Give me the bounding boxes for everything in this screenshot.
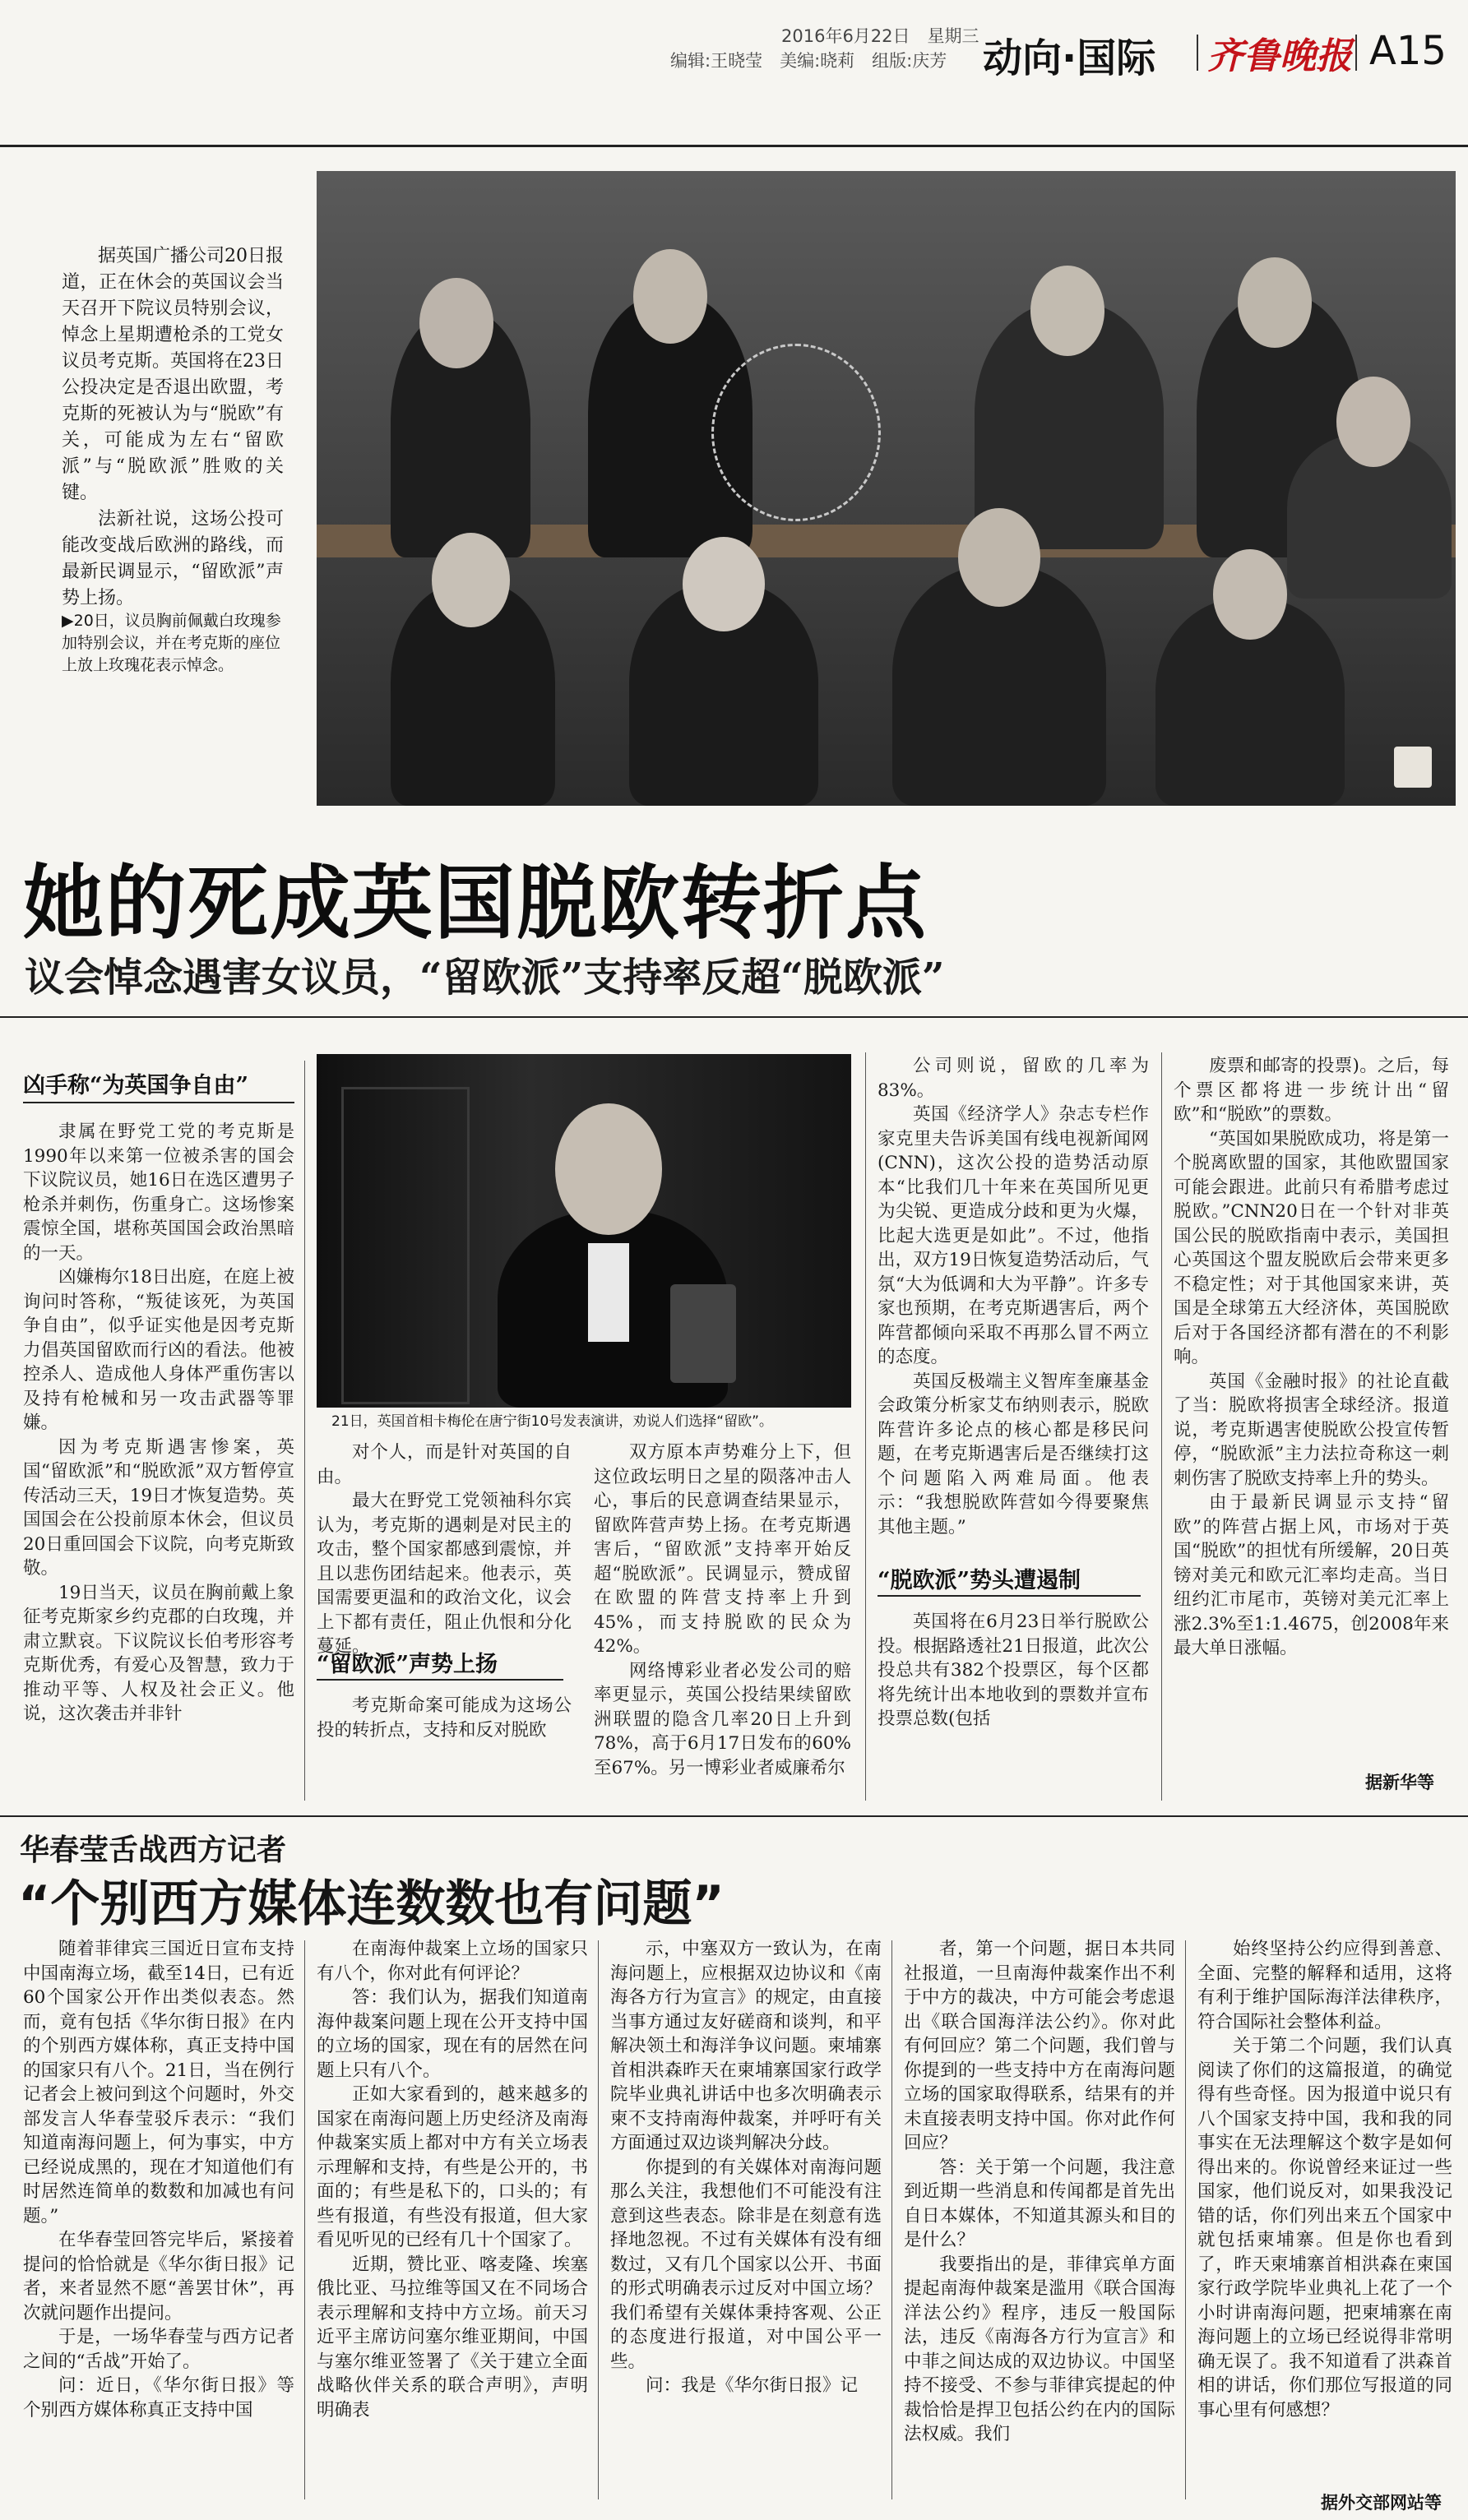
paragraph: “英国如果脱欧成功，将是第一个脱离欧盟的国家，其他欧盟国家可能会跟进。此前只有希腊考虑过脱欧。”CNN20日在一个针对非英国公民的脱欧指南中表示，美国担心英国这个盟友脱欧后会带来更多不稳定性；对于其他国家来讲，英国是全球第五大经济体，英国脱欧后对于各国经济都有潜在的不利影响。 [1174,1128,1449,1367]
issue-date: 2016年6月22日 星期三 [781,26,979,46]
paragraph: 于是，一场华春莹与西方记者之间的“舌战”开始了。 [23,2327,294,2372]
paragraph: 最大在野党工党领袖科尔宾认为，考克斯的遇刺是对民主的攻击，整个国家都感到震惊，并且以悲伤团结起来。他表示，英国需要更温和的政治文化，议会上下都有责任，阻止仇恨和分化蔓延。 [317,1491,572,1657]
article1-column-5 [1174,1054,1449,1661]
paragraph: 在华春莹回答完毕后，紧接着提问的恰恰就是《华尔街日报》记者，来者显然不愿“善罢甘休”，再次就问题作出提问。 [23,2230,294,2323]
highlight-circle [711,344,881,521]
paragraph: 英国将在6月23日举行脱欧公投。根据路透社21日报道，此次公投总共有382个投票区，每个区都将先统计出本地收到的票数并宣布投票总数(包括 [878,1611,1149,1729]
main-headline: 她的死成英国脱欧转折点 [23,856,928,950]
paragraph: 废票和邮寄的投票)。之后，每个票区都将进一步统计出“留欧”和“脱欧”的票数。 [1174,1056,1449,1125]
parliament-photo [317,171,1456,806]
article2-column-3 [610,1937,882,2398]
paragraph: 英国《经济学人》杂志专栏作家克里夫告诉美国有线电视新闻网(CNN)，这次公投的造势活动原本“比我们几十年来在英国所见更为尖锐、更造成分歧和更为火爆，比起大选更是如此”。不过，他指出，双方19日恢复造势活动后，气氛“大为低调和大为平静”。许多专家也预期，在考克斯遇害后，两个阵营都倾向采取不再那么冒不两立的态度。 [878,1104,1149,1367]
paragraph: 我要指出的是，菲律宾单方面提起南海仲裁案是滥用《联合国海洋法公约》程序，违反一般国际法，违反《南海各方行为宣言》和中菲之间达成的双边协议。中国坚持不接受、不参与菲律宾提起的仲裁恰恰是捍卫包括公约在内的国际法权威。我们 [904,2254,1175,2444]
paragraph: 英国《金融时报》的社论直截了当：脱欧将损害全球经济。报道说，考克斯遇害使脱欧公投宣传暂停，“脱欧派”主力法拉奇称这一刺刺伤害了脱欧支持率上升的势头。 [1174,1371,1449,1489]
paragraph: 网络博彩业者必发公司的赔率更显示，英国公投结果续留欧洲联盟的隐含几率20日上升到78%，高于6月17日发布的60%至67%。另一博彩业者威廉希尔 [594,1660,851,1778]
photo-caption: 21日，英国首相卡梅伦在唐宁街10号发表演讲，劝说人们选择“留欧”。 [317,1408,851,1436]
paragraph: 你提到的有关媒体对南海问题那么关注，我想他们不可能没有注意到这些表态。除非是在刻意有选择地忽视。不过有关媒体有没有细数过，又有几个国家以公开、书面的形式明确表示过反对中国立场？我们希望有关媒体秉持客观、公正的态度进行报道，对中国公平一些。 [610,2157,882,2372]
column-divider [891,1940,892,2499]
column-divider [1161,1052,1162,1801]
cameron-photo [317,1054,851,1408]
member-head [419,278,493,368]
shirt [588,1243,629,1342]
paragraph: 公司则说，留欧的几率为83%。 [878,1056,1149,1101]
paragraph: 近期，赞比亚、喀麦隆、埃塞俄比亚、马拉维等国又在不同场合表示理解和支持中方立场。前天习近平主席访问塞尔维亚期间，中国与塞尔维亚签署了《关于建立全面战略伙伴关系的联合声明》，声明明确表 [317,2254,588,2421]
masthead [0,0,1468,99]
column-divider [865,1052,866,1801]
paragraph: 对个人，而是针对英国的自由。 [317,1442,572,1487]
paragraph: 问：近日，《华尔街日报》等个别西方媒体称真正支持中国 [23,2375,294,2421]
member-head [633,249,707,344]
paragraph: 双方原本声势难分上下，但这位政坛明日之星的陨落冲击人心，事后的民意调查结果显示，留欧阵营声势上扬。在考克斯遇害后，“留欧派”支持率开始反超“脱欧派”。民调显示，赞成留在欧盟的阵营支持率上升到45%，而支持脱欧的民众为42%。 [594,1442,851,1657]
paragraph: 答：我们认为，据我们知道南海仲裁案问题上现在公开支持中国的立场的国家，现在有的居然在问题上只有八个。 [317,1987,588,2081]
article2-column-1 [23,1937,294,2422]
paragraph: 始终坚持公约应得到善意、全面、完整的解释和适用，这将有利于维护国际海洋法律秩序，符合国际社会整体利益。 [1197,1939,1452,2032]
article-source: 据新华等 [1365,1773,1434,1792]
door-frame [341,1087,470,1404]
main-subheadline: 议会悼念遇害女议员，“留欧派”支持率反超“脱欧派” [25,955,945,1001]
article2-kicker: 华春莹舌战西方记者 [20,1833,287,1867]
photo-caption: ▶20日，议员胸前佩戴白玫瑰参加特别会议，并在考克斯的座位上放上玫瑰花表示悼念。 [62,612,281,674]
article-source: 据外交部网站等 [1316,2490,1442,2514]
paragraph: 正如大家看到的，越来越多的国家在南海问题上历史经济及南海仲裁案实质上都对中方有关立场表示理解和支持，有些是公开的，书面的；有些是私下的，口头的；有些有报道，有些没有报道，但大家看见听见的已经有几十个国家了。 [317,2084,588,2250]
member-head [1336,377,1410,467]
paragraph: 考克斯命案可能成为这场公投的转折点，支持和反对脱欧 [317,1695,572,1741]
article-separator [0,1815,1468,1817]
article1-column-1 [23,1120,294,1727]
parliament-emblem-icon [1394,747,1432,788]
article1-column-4b [878,1610,1149,1732]
section-subhead: “脱欧派”势头遭遏制 [878,1568,1081,1593]
paragraph: 示，中塞双方一致认为，在南海问题上，应根据双边协议和《南海各方行为宣言》的规定，由直接当事方通过友好磋商和谈判，和平解决领土和海洋争议问题。柬埔寨首相洪森昨天在柬埔寨国家行政学院毕业典礼讲话中也多次明确表示柬不支持南海仲裁案，并呼吁有关方面通过双边谈判解决分歧。 [610,1939,882,2153]
article1-column-2b [317,1694,572,1742]
section-subhead: “留欧派”声势上扬 [317,1652,498,1677]
microphone [670,1284,736,1383]
newspaper-logo: 齐鲁晚报 [1207,35,1352,77]
article1-column-4 [878,1054,1149,1539]
top-intro [62,243,284,612]
paragraph: 由于最新民调显示支持“留欧”的阵营占据上风，市场对于英国“脱欧”的担忧有所缓解，20日英镑对美元和欧元汇率均走高。当日纽约汇市尾市，英镑对美元汇率上涨2.3%至1:1.4675，创2008年来最大单日涨幅。 [1174,1492,1449,1658]
page-number: A15 [1369,28,1447,74]
paragraph: 隶属在野党工党的考克斯是1990年以来第一位被杀害的国会下议院议员，她16日在选区遭男子枪杀并刺伤，伤重身亡。这场惨案震惊全国，堪称英国国会政治黑暗的一天。 [23,1121,294,1264]
header-divider [1355,35,1357,71]
member-head [1238,257,1312,348]
paragraph: 英国反极端主义智库奎廉基金会政策分析家艾布纳则表示，脱欧阵营许多论点的核心都是移民问题，在考克斯遇害后是否继续打这个问题陷入两难局面。他表示：“我想脱欧阵营如今得要聚焦其他主题。” [878,1371,1149,1537]
intro-paragraph: 据英国广播公司20日报道，正在休会的英国议会当天召开下院议员特别会议，悼念上星期遭枪杀的工党女议员考克斯。英国将在23日公投决定是否退出欧盟，考克斯的死被认为与“脱欧”有关，可能成为左右“留欧派”与“脱欧派”胜败的关键。 [62,246,284,503]
article1-column-3 [594,1440,851,1780]
section-subhead: 凶手称“为英国争自由” [23,1073,249,1098]
speaker-head [555,1103,662,1235]
paragraph: 随着菲律宾三国近日宣布支持中国南海立场，截至14日，已有近60个国家公开作出类似表态。然而，竟有包括《华尔街日报》在内的个别西方媒体称，真正支持中国的国家只有八个。21日，当在例行记者会上被问到这个问题时，外交部发言人华春莹驳斥表示：“我们知道南海问题上，何为事实，中方已经说成黑的，现在才知道他们有时居然连简单的数数和加减也有问题。” [23,1939,294,2226]
section-name: 动向·国际 [983,35,1156,81]
member-head [432,533,510,627]
paragraph: 因为考克斯遇害惨案，英国“留欧派”和“脱欧派”双方暂停宣传活动三天，19日才恢复造势。英国国会在公投前原本休会，但议员20日重回国会下议院，向考克斯致敬。 [23,1436,294,1579]
column-divider [304,1940,305,2499]
subhead-rule [317,1679,563,1681]
column-divider [1185,1940,1186,2499]
subhead-rule [878,1595,1141,1597]
editorial-staff: 编辑:王晓莹 美编:晓莉 组版:庆芳 [670,51,947,71]
article1-column-2 [317,1440,572,1659]
paragraph: 问：我是《华尔街日报》记 [646,2375,859,2396]
column-divider [304,1061,305,1801]
paragraph: 凶嫌梅尔18日出庭，在庭上被询问时答称，“叛徒该死，为英国争自由”，似乎证实他是因考克斯力倡英国留欧而行凶的看法。他被控杀人、造成他人身体严重伤害以及持有枪械和另一攻击武器等罪嫌。 [23,1267,294,1433]
paragraph: 者，第一个问题，据日本共同社报道，一旦南海仲裁案作出不利于中方的裁决，中方可能会考虑退出《联合国海洋法公约》。你对此有何回应？第二个问题，我们曾与你提到的一些支持中方在南海问题立场的国家取得联系，结果有的并未直接表明支持中国。你对此作何回应？ [904,1939,1175,2153]
header-divider [1197,35,1198,71]
paragraph: 答：关于第一个问题，我注意到近期一些消息和传闻都是首先出自日本媒体，不知道其源头和目的是什么？ [904,2157,1175,2250]
subhead-rule [23,1102,294,1103]
member-head [958,508,1040,607]
paragraph: 在南海仲裁案上立场的国家只有八个，你对此有何评论？ [317,1939,588,1984]
article2-column-2 [317,1937,588,2422]
intro-paragraph: 法新社说，这场公投可能改变战后欧洲的路线，而最新民调显示，“留欧派”声势上扬。 [62,509,284,608]
article2-headline: “个别西方媒体连数数也有问题” [18,1875,725,1933]
column-divider [598,1940,599,2499]
header-rule [0,145,1468,147]
article2-column-5 [1197,1937,1452,2422]
headline-rule [0,1016,1468,1018]
article2-column-4 [904,1937,1175,2447]
paragraph: 19日当天，议员在胸前戴上象征考克斯家乡约克郡的白玫瑰，并肃立默哀。下议院议长伯考形容考克斯优秀，有爱心及智慧，致力于推动平等、人权及社会正义。他说，这次袭击并非针 [23,1582,294,1724]
member-head [683,537,765,631]
member-head [1030,266,1104,356]
member-head [1213,549,1287,640]
paragraph: 关于第二个问题，我们认真阅读了你们的这篇报道，的确觉得有些奇怪。因为报道中说只有八个国家支持中国，我和我的同事实在无法理解这个数字是如何得出来的。你说曾经来证过一些国家，他们说反对，如果我没记错的话，你们列出来五个国家中就包括柬埔寨。但是你也看到了，昨天柬埔寨首相洪森在柬国家行政学院毕业典礼上花了一个小时讲南海问题，把柬埔寨在南海问题上的立场已经说得非常明确无误了。我不知道看了洪森首相的讲话，你们那位写报道的同事心里有何感想？ [1197,2036,1452,2421]
